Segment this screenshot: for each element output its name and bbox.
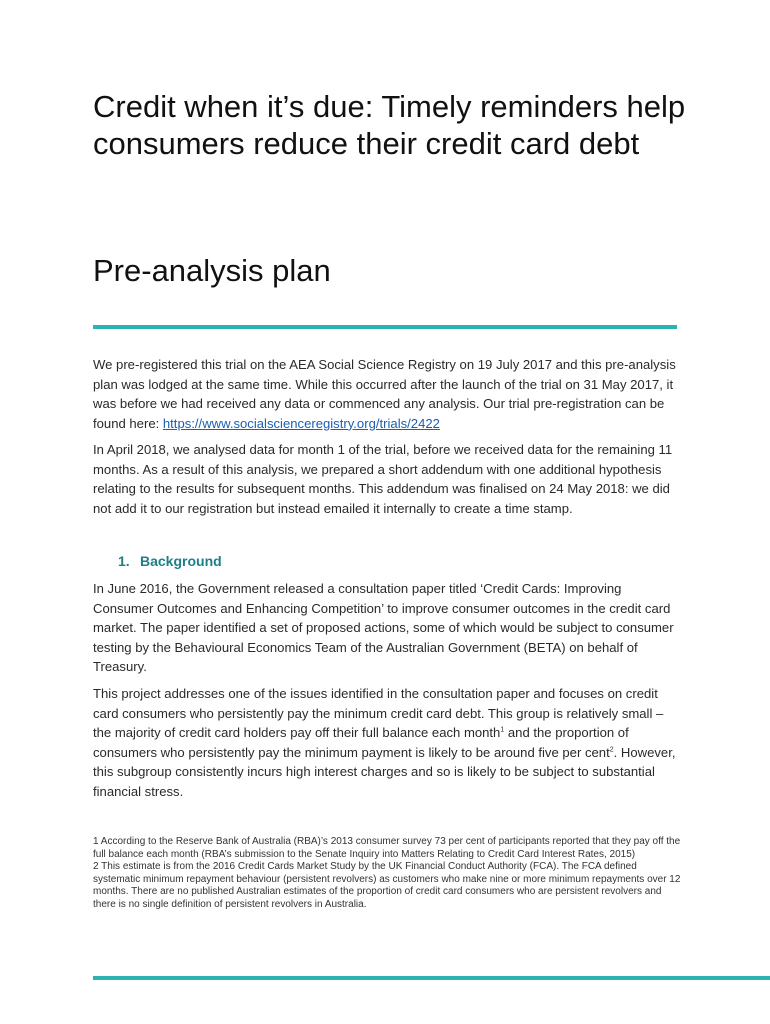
footnote-1: 1 According to the Reserve Bank of Australia (RBA)’s 2013 consumer survey 73 per cent of participants reported that they pay off the full balance each month (RBA’s submission to the Senate Inquiry into Matters Relating to Credit Card Interest Rates, 2015) <box>93 836 681 860</box>
top-divider <box>93 325 677 329</box>
section-heading-background <box>118 551 222 571</box>
document-title: Credit when it’s due: Timely reminders help consumers reduce their credit card debt <box>93 89 686 161</box>
footnote-ref-1[interactable]: 1 <box>500 726 505 734</box>
section-number: 1. <box>118 553 130 569</box>
document-subtitle: Pre-analysis plan <box>93 253 331 288</box>
paragraph-preregistration-text: We pre-registered this trial on the AEA Social Science Registry on 19 July 2017 and this pre-analysis plan was lodged at the same time. While this occurred after the launch of the trial on 31 May 2017, it was before we had received any data or commenced any analysis. Our trial pre-registration can be found here: <box>93 357 676 431</box>
paragraph-addendum: In April 2018, we analysed data for month 1 of the trial, before we received data for the remaining 11 months. As a result of this analysis, we prepared a short addendum with one additional hypothesis relating to the results for subsequent months. This addendum was finalised on 24 May 2018: we did not add it to our registration but instead emailed it internally to create a time stamp. <box>93 442 673 516</box>
footnote-ref-2[interactable]: 2 <box>609 746 614 754</box>
footnotes <box>93 836 683 912</box>
bottom-divider <box>93 976 770 980</box>
footnote-2: 2 This estimate is from the 2016 Credit Cards Market Study by the UK Financial Conduct Authority (FCA). The FCA defined systematic minimum repayment behaviour (persistent revolvers) as customers who make nine or more minimum repayments over 12 months. There are no published Australian estimates of the proportion of credit card consumers who are persistent revolvers and there is no single definition of persistent revolvers in Australia. <box>93 861 681 910</box>
registry-link[interactable]: https://www.socialscienceregistry.org/trials/2422 <box>162 415 440 431</box>
paragraph-preregistration <box>93 355 683 433</box>
section-title: Background <box>140 553 222 569</box>
paragraph-project-part1: This project addresses one of the issues identified in the consultation paper and focuses on credit card consumers who persistently pay the minimum credit card debt. This group is relatively small – the majority of credit card holders pay off their full balance each month <box>93 686 664 741</box>
paragraph-project-part2: and the proportion of consumers who persistently pay the minimum payment is likely to be around five per cent <box>93 725 629 760</box>
paragraph-consultation: In June 2016, the Government released a consultation paper titled ‘Credit Cards: Improving Consumer Outcomes and Enhancing Competition’ to improve consumer outcomes in the credit card market. The paper identified a set of proposed actions, some of which would be subject to consumer testing by the Behavioural Economics Team of the Australian Government (BETA) on behalf of Treasury. <box>93 581 674 675</box>
paragraph-project-part3: . However, this subgroup consistently incurs high interest charges and so is likely to be subject to substantial financial stress. <box>93 744 676 799</box>
paragraph-project <box>93 684 683 802</box>
